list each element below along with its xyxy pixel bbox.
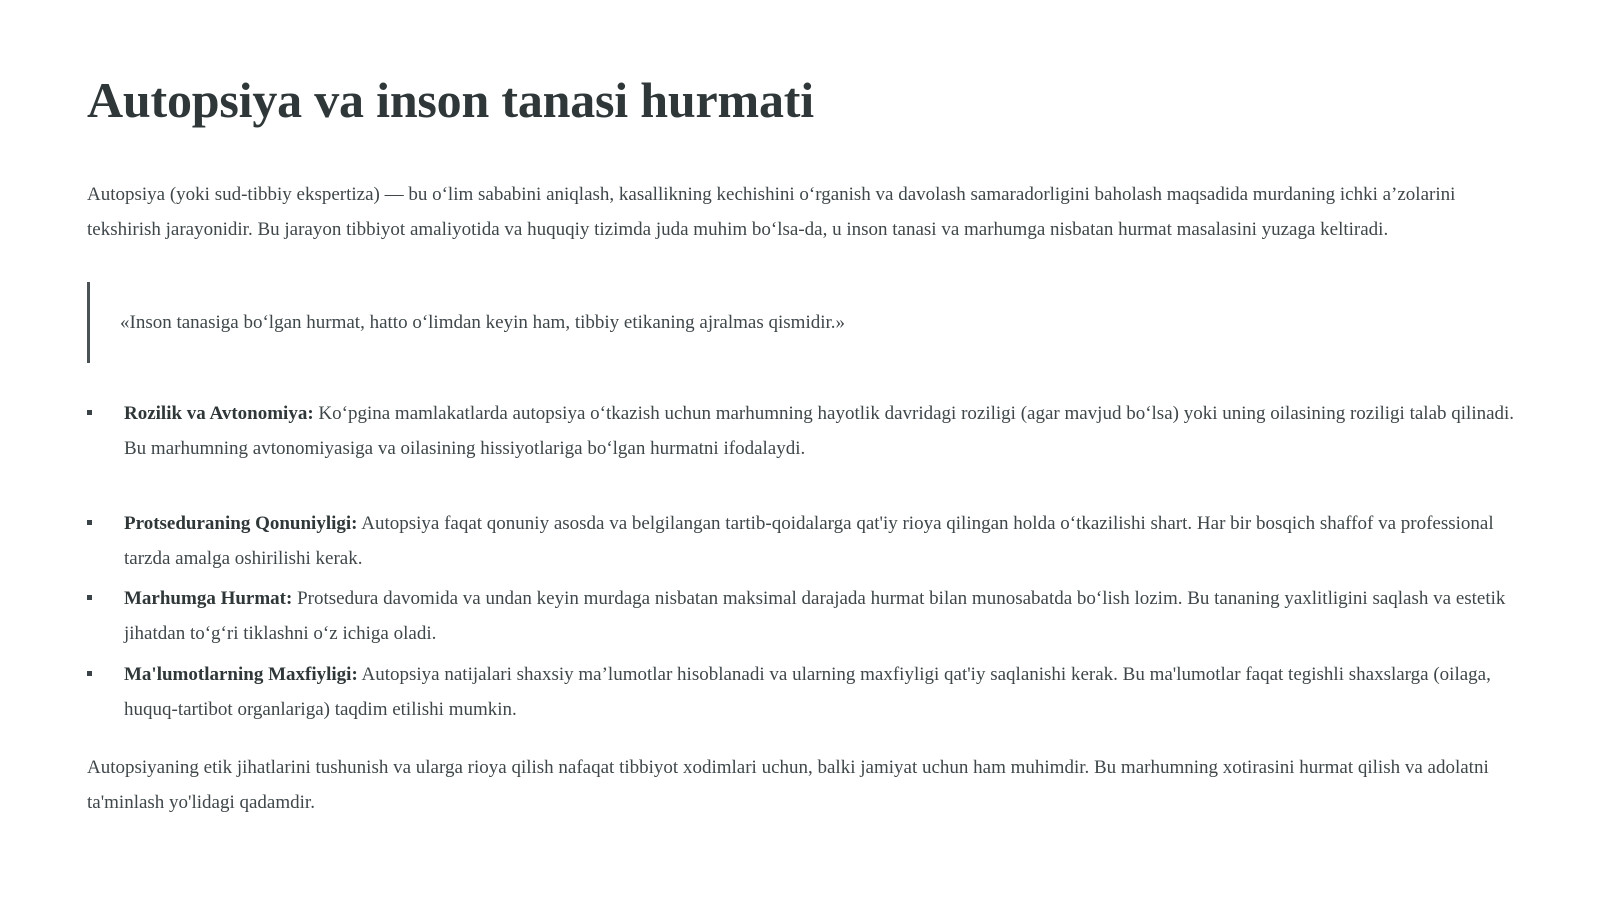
list-item-term: Rozilik va Avtonomiya: [124,403,314,424]
list-item-text: Koʻpgina mamlakatlarda autopsiya oʻtkazish uchun marhumning hayotlik davridagi roziligi (agar mavjud boʻlsa) yoki uning oilasining roziligi talab qilinadi. Bu marhumning avtonomiyasiga va oilasining hissiyotlariga boʻlgan hurmatni ifodalaydi. [124,403,1515,459]
list-item-term: Ma'lumotlarning Maxfiyligi: [124,664,358,685]
list-item-text: Protsedura davomida va undan keyin murdaga nisbatan maksimal darajada hurmat bilan munosabatda boʻlish lozim. Bu tananing yaxlitligini saqlash va estetik jihatdan toʻgʻri tiklashni oʻz ichiga oladi. [124,588,1506,644]
list-item [87,658,1517,727]
bullet-list [87,397,1517,727]
bullet-marker [87,410,92,415]
intro-paragraph: Autopsiya (yoki sud-tibbiy ekspertiza) — bu oʻlim sababini aniqlash, kasallikning kechishini oʻrganish va davolash samaradorligini baholash maqsadida murdaning ichki aʼzolarini tekshirish jarayonidir. Bu jarayon tibbiyot amaliyotida va huquqiy tizimda juda muhim boʻlsa-da, u inson tanasi va marhumga nisbatan hurmat masalasini yuzaga keltiradi. [87,184,1456,240]
document-page [87,66,1517,820]
list-item-term: Protseduraning Qonuniyligi: [124,513,358,534]
list-item-term: Marhumga Hurmat: [124,588,293,609]
list-item [87,582,1517,651]
pull-quote-text: «Inson tanasiga boʻlgan hurmat, hatto oʻlimdan keyin ham, tibbiy etikaning ajralmas qismidir.» [120,311,846,333]
pull-quote [87,282,1517,363]
bullet-marker [87,595,92,600]
list-item-text: Autopsiya faqat qonuniy asosda va belgilangan tartib-qoidalarga qat'iy rioya qilingan holda oʻtkazilishi shart. Har bir bosqich shaffof va professional tarzda amalga oshirilishi kerak. [124,513,1494,569]
list-item [87,507,1517,576]
list-item [87,397,1517,466]
closing-paragraph: Autopsiyaning etik jihatlarini tushunish va ularga rioya qilish nafaqat tibbiyot xodimlari uchun, balki jamiyat uchun ham muhimdir. Bu marhumning xotirasini hurmat qilish va adolatni ta'minlash yo'lidagi qadamdir. [87,757,1489,813]
page-title: Autopsiya va inson tanasi hurmati [87,72,814,128]
bullet-marker [87,520,92,525]
bullet-marker [87,671,92,676]
list-item-text: Autopsiya natijalari shaxsiy maʼlumotlar hisoblanadi va ularning maxfiyligi qat'iy saqlanishi kerak. Bu ma'lumotlar faqat tegishli shaxslarga (oilaga, huquq-tartibot organlariga) taqdim etilishi mumkin. [124,664,1491,720]
